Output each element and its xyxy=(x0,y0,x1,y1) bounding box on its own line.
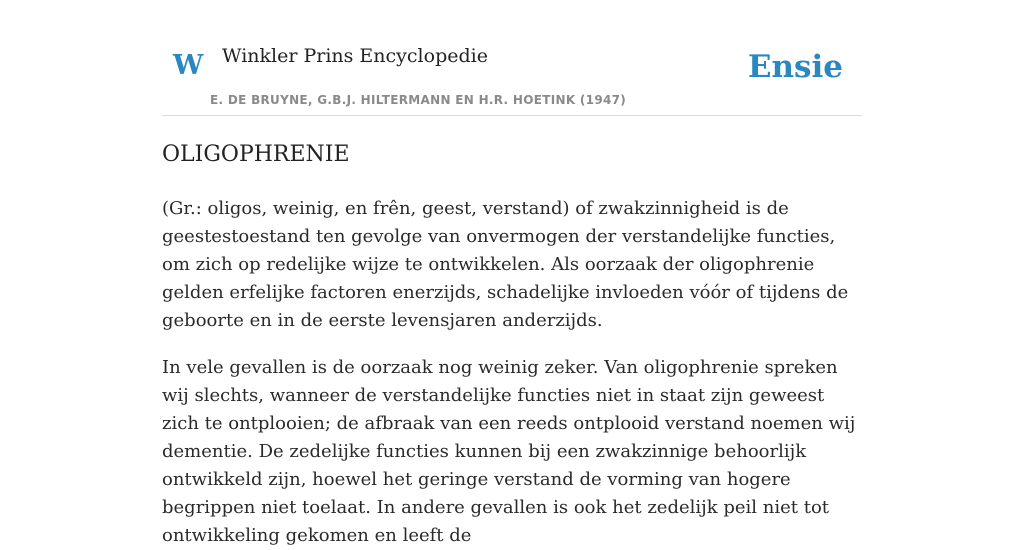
header xyxy=(162,0,862,116)
site-title[interactable]: Winkler Prins Encyclopedie xyxy=(222,45,488,67)
ensie-brand-logo[interactable]: Ensie xyxy=(747,49,843,85)
winkler-prins-logo-icon[interactable]: W xyxy=(173,50,204,81)
authors-line: E. DE BRUYNE, G.B.J. HILTERMANN EN H.R. HOETINK (1947) xyxy=(210,93,627,107)
entry-title: OLIGOPHRENIE xyxy=(162,142,350,167)
entry-paragraph: (Gr.: oligos, weinig, en frên, geest, verstand) of zwakzinnigheid is de geestestoestand ten gevolge van onvermogen der verstandelijke functies, om zich op redelijke wijze te ontwikkelen. Als oorzaak der oligophrenie gelden erfelijke factoren enerzijds, schadelijke invloeden vóór of tijdens de geboorte en in de eerste levensjaren anderzijds. xyxy=(162,197,849,331)
page xyxy=(162,0,862,550)
entry-paragraph: In vele gevallen is de oorzaak nog weinig zeker. Van oligophrenie spreken wij slechts, wanneer de verstandelijke functies niet in staat zijn geweest zich te ontplooien; de afbraak van een reeds ontplooid verstand noemen wij dementie. De zedelijke functies kunnen bij een zwakzinnige behoorlijk ontwikkeld zijn, hoewel het geringe verstand de vorming van hogere begrippen niet toelaat. In andere gevallen is ook het zedelijk peil niet tot ontwikkeling gekomen en leeft de xyxy=(162,356,856,546)
